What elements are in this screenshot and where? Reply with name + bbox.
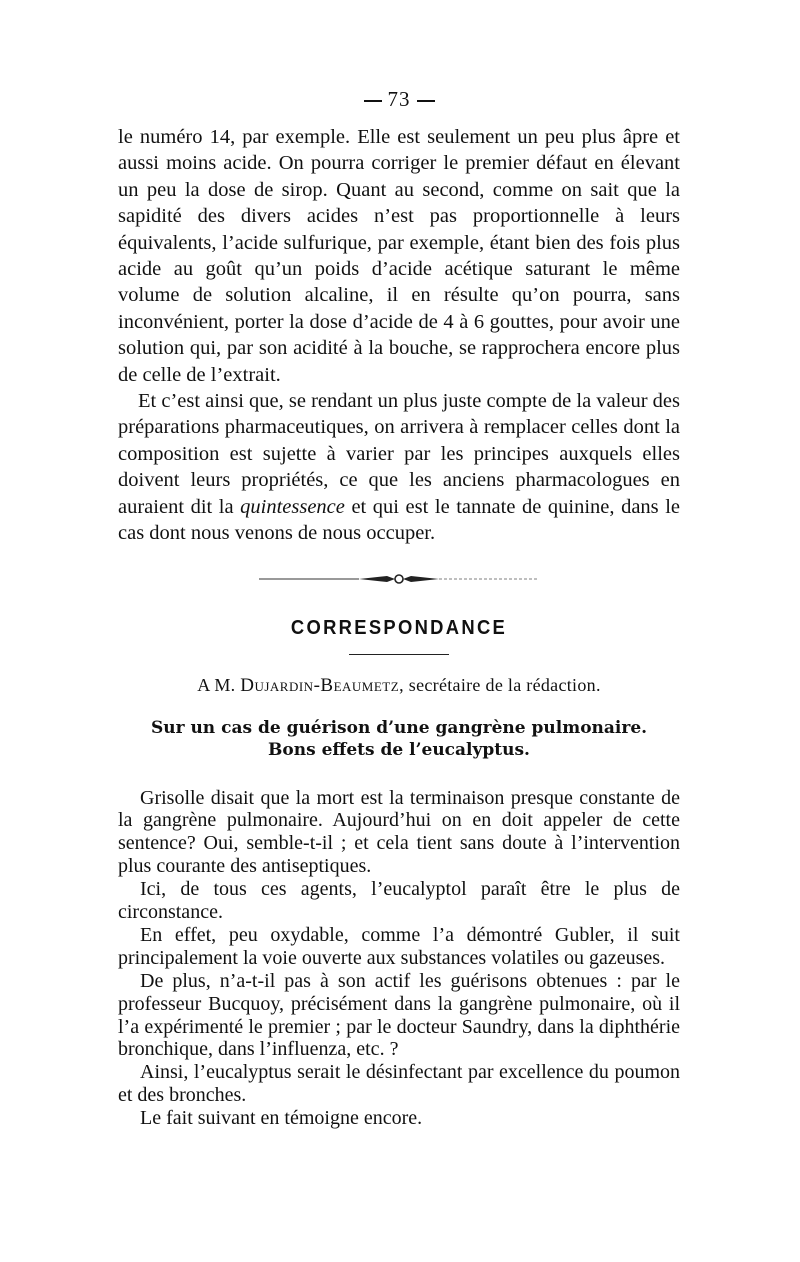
letter-paragraph: Ici, de tous ces agents, l’eucalyptol paraît être le plus de circonstance. — [118, 878, 680, 924]
page-number-text: 73 — [387, 87, 411, 111]
letter-title-line-1: Sur un cas de guérison d’une gangrène pulmonaire. — [150, 717, 648, 738]
addressee-prefix: A M. — [197, 674, 241, 695]
letter-paragraph: Le fait suivant en témoigne encore. — [140, 1107, 423, 1130]
letter-paragraph: En effet, peu oxydable, comme l’a démontré Gubler, il suit principalement la voie ouverte aux substances volatiles ou gazeuses. — [118, 923, 680, 969]
letter-paragraph: Grisolle disait que la mort est la terminaison presque constante de la gangrène pulmonaire. Aujourd’hui on en doit appeler de cette sentence? Oui, semble-t-il ; et cela tient sans doute à l’intervention plus courante des antiseptiques. — [118, 786, 680, 878]
page-number-dash-right — [417, 100, 435, 102]
section-title-rule — [349, 654, 449, 655]
paragraph-2-italic-word: quintessence — [240, 495, 345, 518]
continuation-paragraph-2 — [118, 388, 680, 546]
page-number-dash-left — [364, 100, 382, 102]
letter-paragraph: Ainsi, l’eucalyptus serait le désinfectant par excellence du poumon et des bronches. — [118, 1061, 680, 1107]
letter-paragraph: De plus, n’a-t-il pas à son actif les guérisons obtenues : par le professeur Bucquoy, précisément dans la gangrène pulmonaire, où il l’a expérimenté le premier ; par le docteur Saundry, dans la diphthérie bronchique, dans l’influenza, etc. ? — [118, 969, 680, 1061]
page-number — [118, 86, 680, 112]
letter-addressee — [118, 675, 680, 697]
letter-title — [118, 717, 680, 761]
paragraph-2-text-before: Et c’est ainsi que, se rendant un plus juste compte de la valeur des préparations pharmaceutiques, on arrivera à remplacer celles dont la composition est sujette à varier par les principes auxquels elles doivent leurs propriétés, ce que les anciens pharmacologues en auraient dit la — [118, 390, 680, 518]
paragraph-2-text-after: et qui est le tannate de quinine, dans le cas dont nous venons de nous occuper. — [118, 495, 680, 545]
section-divider-ornament — [259, 571, 539, 587]
book-page — [118, 86, 680, 1130]
letter-body — [118, 787, 680, 1131]
addressee-name: Dujardin-Beaumetz — [240, 674, 400, 696]
addressee-role: , secrétaire de la rédaction. — [399, 674, 601, 695]
ornament-rule-icon — [259, 571, 539, 587]
section-title: CORRESPONDANCE — [290, 616, 508, 639]
continuation-paragraph-1: le numéro 14, par exemple. Elle est seulement un peu plus âpre et aussi moins acide. On pourra corriger le premier défaut en élevant un peu la dose de sirop. Quant au second, comme on sait que la sapidité des divers acides n’est pas proportionnelle à leurs équivalents, l’acide sulfurique, par exemple, étant bien des fois plus acide au goût qu’un poids d’acide acétique saturant le même volume de solution alcaline, il en résulte qu’on pourra, sans inconvénient, porter la dose d’acide de 4 à 6 gouttes, pour avoir une solution qui, par son acidité à la bouche, se rapprochera encore plus de celle de l’extrait. — [118, 126, 680, 386]
letter-title-line-2: Bons effets de l’eucalyptus. — [268, 739, 530, 760]
